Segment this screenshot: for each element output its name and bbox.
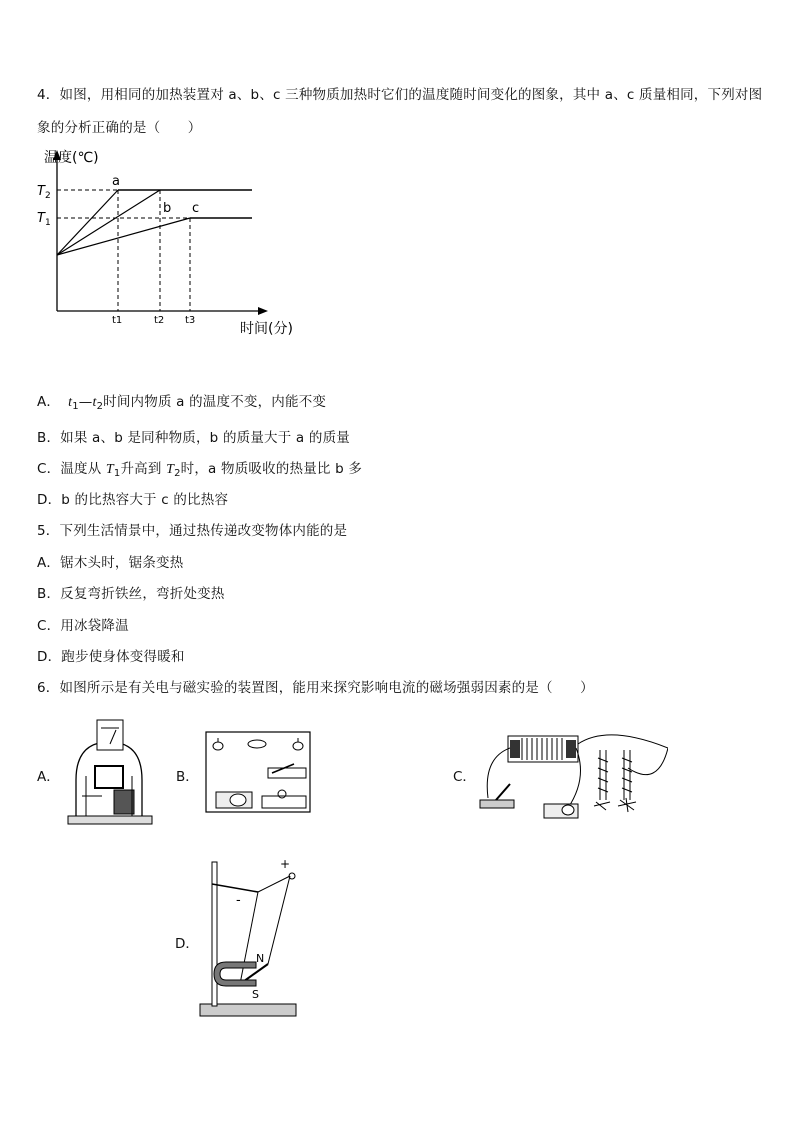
q4-option-b[interactable]: B．如果 a、b 是同种物质，b 的质量大于 a 的质量 [37, 430, 351, 446]
terminal-minus: - [236, 893, 241, 908]
graph-ylabel: 温度(℃) [44, 150, 99, 166]
graph-T2-label: $T_2$ [37, 184, 51, 201]
pole-s-label: S [252, 988, 259, 1001]
q6-option-a-label[interactable]: A． [37, 769, 60, 785]
q5-option-d[interactable]: D．跑步使身体变得暖和 [37, 649, 185, 665]
q6-option-a-figure[interactable] [62, 716, 157, 828]
graph-xlabel: 时间(分) [240, 321, 293, 337]
q4-stem-line1: 4．如图，用相同的加热装置对 a、b、c 三种物质加热时它们的温度随时间变化的图象，其中 a、c 质量相同，下列对图 [37, 87, 763, 103]
q6-option-d-figure[interactable] [198, 856, 308, 1021]
q5-option-c[interactable]: C．用冰袋降温 [37, 618, 129, 634]
tick-t3: t3 [185, 315, 196, 326]
tick-t2: t2 [154, 315, 165, 326]
q6-option-b-label[interactable]: B． [176, 769, 199, 785]
q4-stem-line2: 象的分析正确的是（ ） [37, 120, 202, 136]
curve-c-rise [57, 218, 190, 255]
q6-stem: 6．如图所示是有关电与磁实验的装置图，能用来探究影响电流的磁场强弱因素的是（ ） [37, 680, 594, 696]
temperature-time-graph [30, 140, 320, 340]
curve-a-label: a [112, 174, 120, 189]
q4-option-d[interactable]: D．b 的比热容大于 c 的比热容 [37, 492, 229, 508]
terminal-plus: + [280, 857, 291, 871]
q5-option-a[interactable]: A．锯木头时，锯条变热 [37, 555, 184, 571]
q5-option-b[interactable]: B．反复弯折铁丝，弯折处变热 [37, 586, 225, 602]
curve-c-label: c [192, 201, 200, 216]
q6-option-b-figure[interactable] [202, 728, 314, 818]
q5-stem: 5．下列生活情景中，通过热传递改变物体内能的是 [37, 523, 348, 539]
graph-T1-label: $T_1$ [37, 211, 51, 228]
pole-n-label: N [256, 952, 265, 965]
q6-option-c-label[interactable]: C． [453, 769, 476, 785]
tick-t1: t1 [112, 315, 123, 326]
q6-option-c-figure[interactable] [478, 728, 668, 823]
q6-option-d-label[interactable]: D． [175, 936, 199, 952]
curve-b-label: b [163, 201, 172, 216]
q4-option-c[interactable]: C．温度从 $T_1$升高到 $T_2$时，a 物质吸收的热量比 b 多 [37, 461, 363, 479]
q4-option-a[interactable]: A． $t_1—t_2$时间内物质 a 的温度不变，内能不变 [37, 394, 327, 412]
